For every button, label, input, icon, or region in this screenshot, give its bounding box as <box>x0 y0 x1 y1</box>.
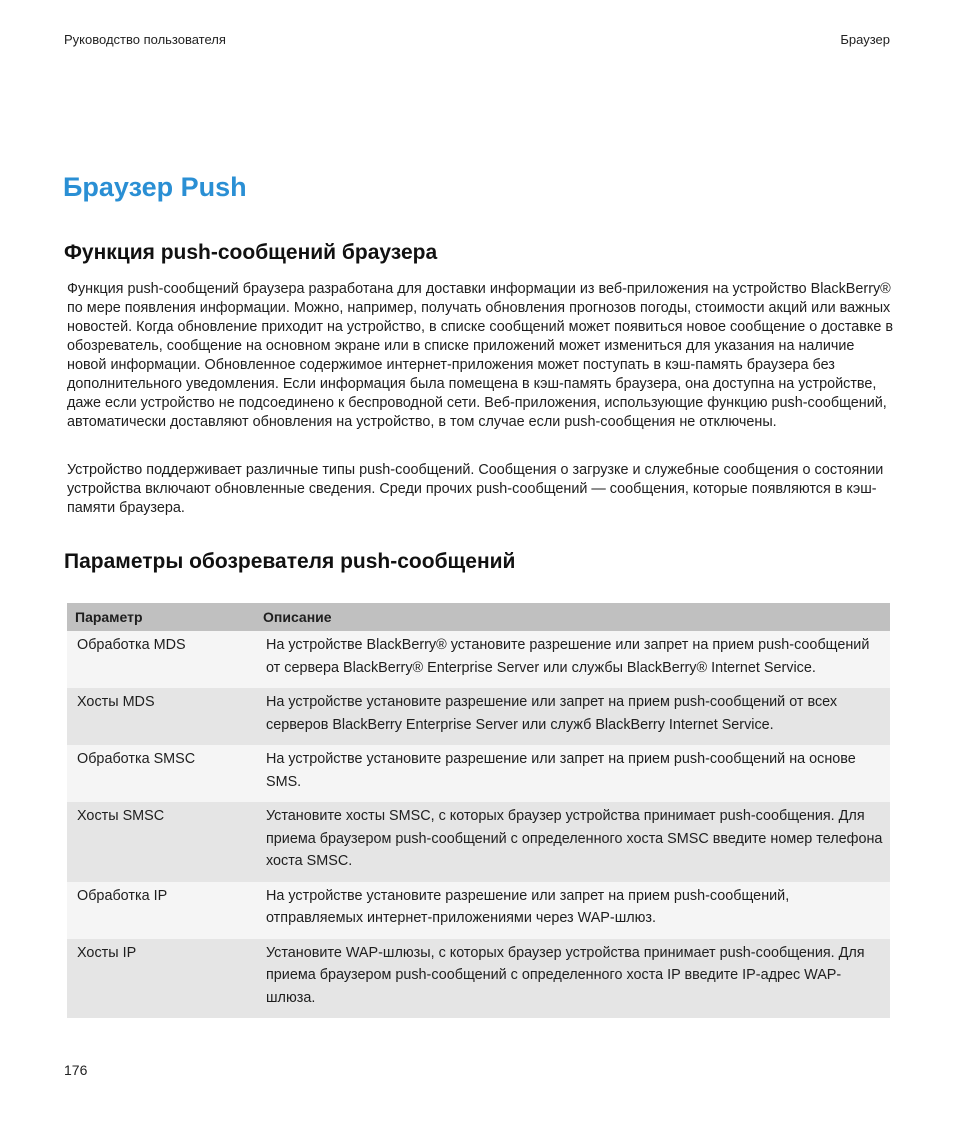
table-row <box>67 939 890 1019</box>
table-cell-description: Установите WAP-шлюзы, с которых браузер устройства принимает push-сообщения. Для приема браузером push-сообщений с определенного хоста IP введите IP-адрес WAP-шлюза. <box>255 939 890 1019</box>
running-header-left: Руководство пользователя <box>64 32 226 47</box>
table-row <box>67 745 890 802</box>
paragraph-push-types: Устройство поддерживает различные типы push-сообщений. Сообщения о загрузке и служебные сообщения о состоянии устройства включают обновленные сведения. Среди прочих push-сообщений — сообщения, которые появляются в кэш-памяти браузера. <box>67 462 884 516</box>
paragraph-push-intro: Функция push-сообщений браузера разработана для доставки информации из веб-приложения на устройство BlackBerry® по мере появления информации. Можно, например, получать обновления прогнозов погоды, стоимости акций или важных новостей. Когда обновление приходит на устройство, в списке сообщений может появиться новое сообщение о доставке в обозреватель, сообщение на основном экране или в списке приложений может измениться для указания на наличие новой информации. Обновленное содержимое интернет-приложения может поступать в кэш-память браузера без дополнительного уведомления. Если информация была помещена в кэш-память браузера, она доступна на устройстве, даже если устройство не подсоединено к беспроводной сети. Веб-приложения, использующие функцию push-сообщений, автоматически доставляют обновления на устройство, в том случае если push-сообщения не отключены. <box>67 281 893 430</box>
settings-table <box>67 603 890 1018</box>
table-cell-parameter: Обработка IP <box>67 882 255 939</box>
table-cell-parameter: Хосты MDS <box>67 688 255 745</box>
table-row <box>67 688 890 745</box>
table-cell-description: На устройстве установите разрешение или запрет на прием push-сообщений от всех серверов BlackBerry Enterprise Server или служб BlackBerry Internet Service. <box>255 688 890 745</box>
column-header-parameter: Параметр <box>67 603 255 631</box>
page-title: Браузер Push <box>63 172 247 202</box>
table-cell-description: На устройстве BlackBerry® установите разрешение или запрет на прием push-сообщений от сервера BlackBerry® Enterprise Server или службы BlackBerry® Internet Service. <box>255 631 890 688</box>
table-cell-parameter: Обработка MDS <box>67 631 255 688</box>
running-header-right: Браузер <box>840 32 890 47</box>
table-header-row <box>67 603 890 631</box>
table-cell-parameter: Обработка SMSC <box>67 745 255 802</box>
page-number: 176 <box>64 1062 88 1078</box>
table-cell-description: Установите хосты SMSC, с которых браузер устройства принимает push-сообщения. Для приема браузером push-сообщений с определенного хоста SMSC введите номер телефона хоста SMSC. <box>255 802 890 882</box>
table-row <box>67 631 890 688</box>
column-header-description: Описание <box>255 603 890 631</box>
table-cell-description: На устройстве установите разрешение или запрет на прием push-сообщений на основе SMS. <box>255 745 890 802</box>
table-row <box>67 882 890 939</box>
table-cell-parameter: Хосты IP <box>67 939 255 1019</box>
table-cell-parameter: Хосты SMSC <box>67 802 255 882</box>
section-heading-push-function: Функция push-сообщений браузера <box>64 241 438 264</box>
section-heading-push-settings: Параметры обозревателя push-сообщений <box>64 550 516 573</box>
table-row <box>67 802 890 882</box>
table-cell-description: На устройстве установите разрешение или запрет на прием push-сообщений, отправляемых интернет-приложениями через WAP-шлюз. <box>255 882 890 939</box>
